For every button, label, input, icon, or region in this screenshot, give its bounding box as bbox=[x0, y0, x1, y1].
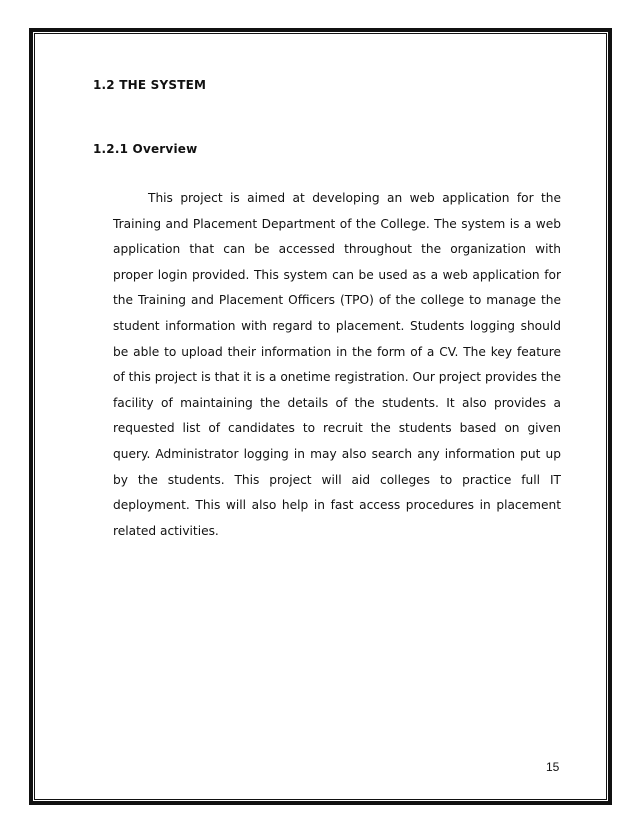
overview-paragraph: This project is aimed at developing an web application for the Training and Placement Department of the College. The system is a web application that can be accessed throughout the organization with proper login provided. This system can be used as a web application for the Training and Placement Officers (TPO) of the college to manage the student information with regard to placement. Students logging should be able to upload their information in the form of a CV. The key feature of this project is that it is a onetime registration. Our project provides the facility of maintaining the details of the students. It also provides a requested list of candidates to recruit the students based on given query. Administrator logging in may also search any information put up by the students. This project will aid colleges to practice full IT deployment. This will also help in fast access procedures in placement related activities. bbox=[113, 191, 561, 538]
subsection-heading: 1.2.1 Overview bbox=[93, 142, 198, 156]
page-number: 15 bbox=[546, 760, 560, 774]
section-heading: 1.2 THE SYSTEM bbox=[93, 78, 207, 92]
